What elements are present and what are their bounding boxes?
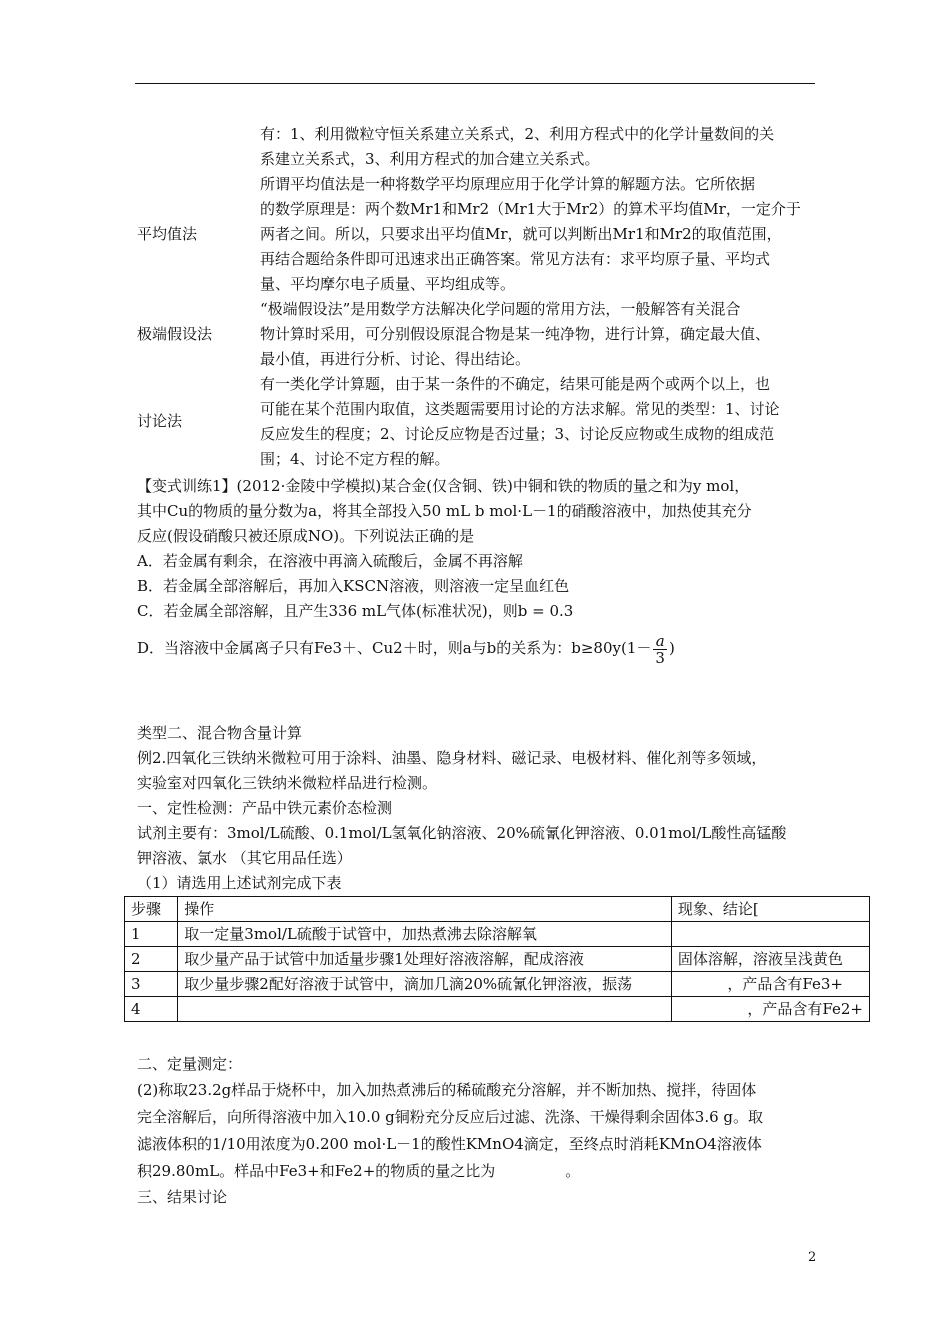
- method-extreme: [137, 297, 817, 372]
- fraction: $\frac{a}{3}$: [655, 631, 665, 667]
- example-text: 实验室对四氧化三铁纳米微粒样品进行检测。: [137, 774, 438, 792]
- exercise-stem: 反应(假设硝酸只被还原成NO)。下列说法正确的是: [137, 527, 475, 545]
- exercise-section: [137, 474, 817, 672]
- reagent-text: 试剂主要有：3mol/L硫酸、0.1mol/L氢氧化钠溶液、20%硫氰化钾溶液、0.01mol/L酸性高锰酸: [137, 824, 787, 842]
- section-heading: 类型二、混合物含量计算: [137, 724, 303, 742]
- table-row: 3 取少量步骤2配好溶液于试管中，滴加几滴20%硫氰化钾溶液，振荡 ，产品含有Fe3+: [125, 972, 870, 997]
- option-d: D．当溶液中金属离子只有Fe3＋、Cu2＋时，则a与b的关系为：b≥80y(1－ $\frac{a}{3}$ ): [137, 631, 675, 667]
- table-intro: （1）请选用上述试剂完成下表: [137, 874, 342, 892]
- method-description: 所谓平均值法是一种将数学平均原理应用于化学计算的解题方法。它所依据 的数学原理是：两个数Mr1和Mr2（Mr1大于Mr2）的算术平均值Mr，一定介于 两者之间。所以，只要求出平均值Mr，就可以判断出Mr1和Mr2的取值范围， 再结合题给条件即可迅速求出正确答案。常见方法有：求平均原子量、平均式 量、平均摩尔电子质量、平均组成等。: [260, 175, 801, 293]
- header-operation: 操作: [178, 897, 672, 922]
- relation-intro: 有：1、利用微粒守恒关系建立关系式，2、利用方程式中的化学计量数间的关 系建立关系式，3、利用方程式的加合建立关系式。: [260, 125, 775, 168]
- option-c: C．若金属全部溶解，且产生336 mL气体(标准状况)，则b = 0.3: [137, 602, 574, 620]
- exercise-stem: 【变式训练1】(2012·金陵中学模拟)某合金(仅含铜、铁)中铜和铁的物质的量之和为y mol，: [137, 477, 750, 495]
- quantitative-text: 积29.80mL。样品中Fe3+和Fe2+的物质的量之比为 。: [137, 1162, 581, 1180]
- quantitative-text: 滤液体积的1/10用浓度为0.200 mol·L－1的酸性KMnO4滴定，至终点时消耗KMnO4溶液体: [137, 1135, 762, 1153]
- method-average: [137, 172, 817, 297]
- option-a: A．若金属有剩余，在溶液中再滴入硫酸后，金属不再溶解: [137, 552, 523, 570]
- table-header-row: [125, 897, 870, 922]
- quantitative-text: 完全溶解后，向所得溶液中加入10.0 g铜粉充分反应后过滤、洗涤、干燥得剩余固体3.6 g。取: [137, 1108, 763, 1126]
- type2-section: [137, 721, 817, 896]
- steps-table: [124, 896, 870, 1022]
- method-discussion: [137, 372, 817, 472]
- quantitative-heading: 二、定量测定：: [137, 1055, 243, 1073]
- table-row: 2 取少量产品于试管中加适量步骤1处理好溶液溶解，配成溶液 固体溶解，溶液呈浅黄色: [125, 947, 870, 972]
- header-result: 现象、结论[: [671, 897, 869, 922]
- exercise-stem: 其中Cu的物质的量分数为a，将其全部投入50 mL b mol·L－1的硝酸溶液中，加热使其充分: [137, 502, 752, 520]
- method-label: 极端假设法: [137, 325, 213, 343]
- header-step: 步骤: [125, 897, 178, 922]
- option-b: B．若金属全部溶解后，再加入KSCN溶液，则溶液一定呈血红色: [137, 577, 570, 595]
- page-number: 2: [808, 1250, 817, 1265]
- table-row: 4 ，产品含有Fe2+: [125, 997, 870, 1022]
- qualitative-heading: 一、定性检测：产品中铁元素价态检测: [137, 799, 393, 817]
- header-rule: [135, 83, 815, 84]
- method-label: 平均值法: [137, 225, 198, 243]
- discussion-heading: 三、结果讨论: [137, 1188, 228, 1206]
- method-description: “极端假设法”是用数学方法解决化学问题的常用方法，一般解答有关混合 物计算时采用，可分别假设原混合物是某一纯净物，进行计算，确定最大值、 最小值，再进行分析、讨论、得出结论。: [260, 300, 771, 368]
- reagent-text: 钾溶液、氯水 （其它用品任选）: [137, 849, 352, 867]
- table-row: 1 取一定量3mol/L硫酸于试管中，加热煮沸去除溶解氧: [125, 922, 870, 947]
- methods-section: [137, 122, 817, 472]
- method-label: 讨论法: [137, 412, 183, 430]
- example-text: 例2.四氧化三铁纳米微粒可用于涂料、油墨、隐身材料、磁记录、电极材料、催化剂等多领域，: [137, 749, 767, 767]
- quantitative-section: [137, 1052, 817, 1210]
- method-description: 有一类化学计算题，由于某一条件的不确定，结果可能是两个或两个以上，也 可能在某个范围内取值，这类题需要用讨论的方法求解。常见的类型：1、讨论 反应发生的程度；2、讨论反应物是否过量；3、讨论反应物或生成物的组成范 围；4、讨论不定方程的解。: [260, 375, 780, 468]
- quantitative-text: (2)称取23.2g样品于烧杯中，加入加热煮沸后的稀硫酸充分溶解，并不断加热、搅拌，待固体: [137, 1081, 757, 1099]
